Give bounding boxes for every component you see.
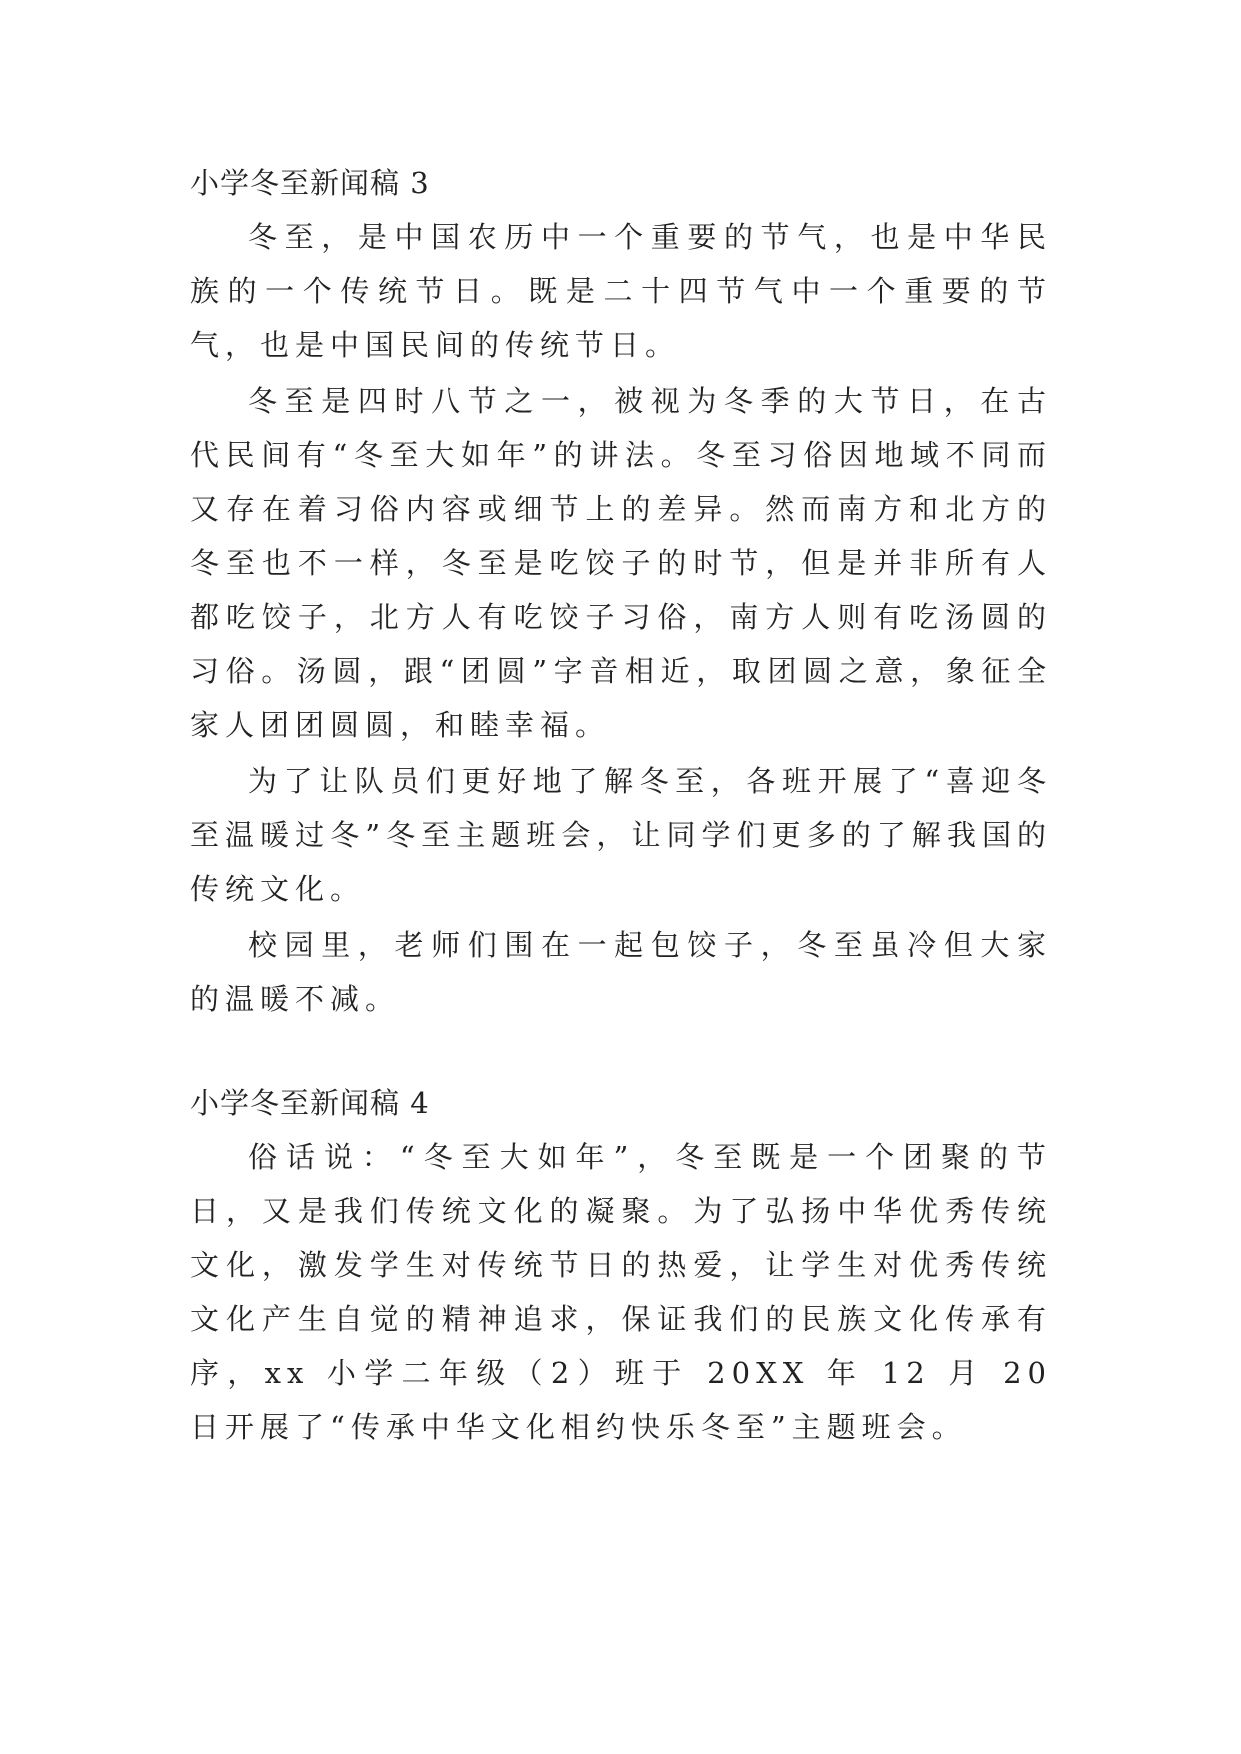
article-paragraph: 校园里，老师们围在一起包饺子，冬至虽冷但大家的温暖不减。	[190, 928, 1052, 1016]
article-paragraph: 冬至，是中国农历中一个重要的节气，也是中华民族的一个传统节日。既是二十四节气中一个重要的节气，也是中国民间的传统节日。	[190, 220, 1052, 362]
article-paragraph: 冬至是四时八节之一，被视为冬季的大节日，在古代民间有“冬至大如年”的讲法。冬至习俗因地域不同而又存在着习俗内容或细节上的差异。然而南方和北方的冬至也不一样，冬至是吃饺子的时节，但是并非所有人都吃饺子，北方人有吃饺子习俗，南方人则有吃汤圆的习俗。汤圆，跟“团圆”字音相近，取团圆之意，象征全家人团团圆圆，和睦幸福。	[190, 384, 1052, 742]
article-title: 小学冬至新闻稿 4	[190, 1086, 430, 1120]
article-paragraph: 为了让队员们更好地了解冬至，各班开展了“喜迎冬至温暖过冬”冬至主题班会，让同学们更多的了解我国的传统文化。	[190, 764, 1052, 906]
article-title: 小学冬至新闻稿 3	[190, 166, 430, 200]
article-paragraph: 俗话说：“冬至大如年”，冬至既是一个团聚的节日，又是我们传统文化的凝聚。为了弘扬中华优秀传统文化，激发学生对传统节日的热爱，让学生对优秀传统文化产生自觉的精神追求，保证我们的民族文化传承有序，xx 小学二年级（2）班于 20XX 年 12 月 20 日开展了“传承中华文化相约快乐冬至”主题班会。	[190, 1140, 1052, 1444]
news-article-3	[190, 156, 1052, 1026]
news-article-4	[190, 1076, 1052, 1454]
document-body	[190, 156, 1052, 1456]
